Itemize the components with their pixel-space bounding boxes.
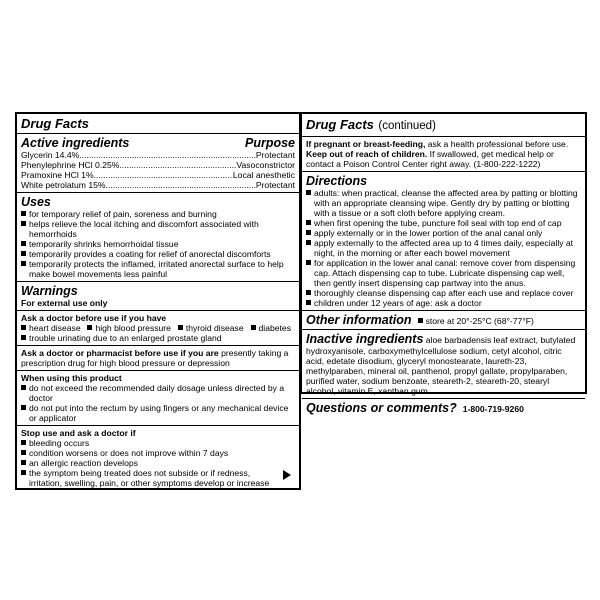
when-using-item: do not exceed the recommended daily dosage unless directed by a doctor <box>21 383 295 403</box>
pregnancy-text <box>306 139 581 149</box>
ingredient-purpose: Vasoconstrictor <box>236 160 295 170</box>
inactive-ingredients-heading: Inactive ingredients <box>306 332 424 346</box>
stop-use-item: bleeding occurs <box>21 438 295 448</box>
inactive-ingredients-text <box>306 332 581 396</box>
directions-item: for application in the lower anal canal: remove cover from dispensing cap. Attach dispensing cap to tube. Lubricate dispensing cap well, then gently insert dispensing cap partway into the anus. <box>306 258 581 288</box>
ingredient-name: Glycerin 14.4% <box>21 150 80 160</box>
ingredient-name: Phenylephrine HCl 0.25% <box>21 160 120 170</box>
drug-facts-continued-title: Drug Facts <box>306 117 374 132</box>
stop-use-item: an allergic reaction develops <box>21 458 295 468</box>
directions-item: apply externally or in the lower portion of the anal canal only <box>306 228 581 238</box>
directions-item: when first opening the tube, puncture foil seal with top end of cap <box>306 218 581 228</box>
pregnancy-section <box>302 137 585 172</box>
active-ingredients-heading: Active ingredients <box>21 136 130 150</box>
stop-use-item: the symptom being treated does not subside or if redness, irritation, swelling, pain, or other symptoms develop or increase <box>21 468 295 488</box>
when-using-heading: When using this product <box>21 373 122 383</box>
ingredient-name: White petrolatum 15% <box>21 180 106 190</box>
directions-item: adults: when practical, cleanse the affected area by patting or blotting with an appropriate cleansing wipe. Gently dry by patting or blotting with a tissue or a soft cloth before applying cream. <box>306 188 581 218</box>
storage-item: store at 20°-25°C (68°-77°F) <box>418 316 534 326</box>
ask-pharmacist-rest: presently taking a prescription drug for high blood pressure or depression <box>21 348 289 368</box>
directions-section <box>302 172 585 311</box>
keep-out-rest: If swallowed, get medical help or contact a Poison Control Center right away. (1-800-222-1222) <box>306 149 554 169</box>
ingredient-row <box>21 170 295 180</box>
ask-pharmacist-bold: Ask a doctor or pharmacist before use if you are <box>21 348 219 358</box>
ingredient-name: Pramoxine HCl 1% <box>21 170 94 180</box>
condition-item: high blood pressure <box>87 323 171 333</box>
other-information-row <box>306 313 581 327</box>
questions-heading: Questions or comments? <box>306 401 457 415</box>
ask-doctor-heading: Ask a doctor before use if you have <box>21 313 167 323</box>
questions-section <box>302 399 585 417</box>
ingredient-purpose: Protectant <box>255 150 295 160</box>
ingredient-purpose: Local anesthetic <box>232 170 295 180</box>
warnings-heading: Warnings <box>21 284 78 298</box>
pregnancy-rest: ask a health professional before use. <box>425 139 569 149</box>
when-using-item: do not put into the rectum by using fingers or any mechanical device or applicator <box>21 403 295 423</box>
active-ingredients-section <box>17 134 299 193</box>
warnings-section <box>17 282 299 311</box>
ingredient-purpose: Protectant <box>255 180 295 190</box>
condition-item: thyroid disease <box>178 323 244 333</box>
ask-pharmacist-section <box>17 346 299 371</box>
uses-item: temporarily protects the inflamed, irritated anorectal surface to help make bowel movements less painful <box>21 259 295 279</box>
directions-heading: Directions <box>306 174 368 188</box>
ask-doctor-conditions <box>21 323 295 333</box>
uses-heading: Uses <box>21 195 51 209</box>
questions-row <box>306 401 581 415</box>
pregnancy-bold: If pregnant or breast-feeding, <box>306 139 426 149</box>
continue-arrow-icon <box>283 470 291 480</box>
inactive-ingredients-section <box>302 330 585 399</box>
keep-out-bold: Keep out of reach of children. <box>306 149 428 159</box>
condition-item: diabetes <box>251 323 292 333</box>
continued-label: (continued) <box>378 120 436 132</box>
condition-item: trouble urinating due to an enlarged prostate gland <box>21 333 295 343</box>
uses-item: temporarily shrinks hemorrhoidal tissue <box>21 239 295 249</box>
inactive-ingredients-list: aloe barbadensis leaf extract, butylated hydroxyanisole, carboxymethylcellulose sodium, cetyl alcohol, citric acid, edetate disodium, glyceryl monostearate, laureth-23, methylparaben, mineral oil, panthenol, propyl gallate, propylparaben, purified water, sodium benzoate, steareth-2, steareth-20, stearyl alcohol, vitamin E, xanthan gum <box>306 335 576 396</box>
uses-item: for temporary relief of pain, soreness and burning <box>21 209 295 219</box>
ingredient-row <box>21 180 295 190</box>
stop-use-heading: Stop use and ask a doctor if <box>21 428 136 438</box>
keep-out-text <box>306 149 581 169</box>
ask-doctor-section <box>17 311 299 346</box>
ask-pharmacist-text <box>21 348 295 368</box>
drug-facts-continued-title-section <box>302 114 585 137</box>
drug-facts-panel-right <box>300 112 587 415</box>
uses-item: helps relieve the local itching and discomfort associated with hemorrhoids <box>21 219 295 239</box>
other-information-section <box>302 311 585 330</box>
active-ingredients-header <box>21 136 295 150</box>
directions-item: children under 12 years of age: ask a doctor <box>306 298 581 308</box>
stop-use-section <box>17 426 299 490</box>
directions-item: thoroughly cleanse dispensing cap after each use and replace cover <box>306 288 581 298</box>
purpose-heading: Purpose <box>244 136 295 150</box>
condition-item: heart disease <box>21 323 81 333</box>
directions-item: apply externally to the affected area up to 4 times daily, especially at night, in the morning or after each bowel movement <box>306 238 581 258</box>
uses-section <box>17 193 299 282</box>
ingredient-row <box>21 160 295 170</box>
questions-phone: 1-800-719-9260 <box>462 404 524 414</box>
other-information-heading: Other information <box>306 313 412 327</box>
uses-item: temporarily provides a coating for relief of anorectal discomforts <box>21 249 295 259</box>
drug-facts-panel-left <box>15 112 301 490</box>
ingredient-row <box>21 150 295 160</box>
drug-facts-title: Drug Facts <box>21 116 89 131</box>
drug-facts-title-section <box>17 114 299 134</box>
external-use-note: For external use only <box>21 298 108 308</box>
when-using-section <box>17 371 299 426</box>
stop-use-item: condition worsens or does not improve within 7 days <box>21 448 295 458</box>
